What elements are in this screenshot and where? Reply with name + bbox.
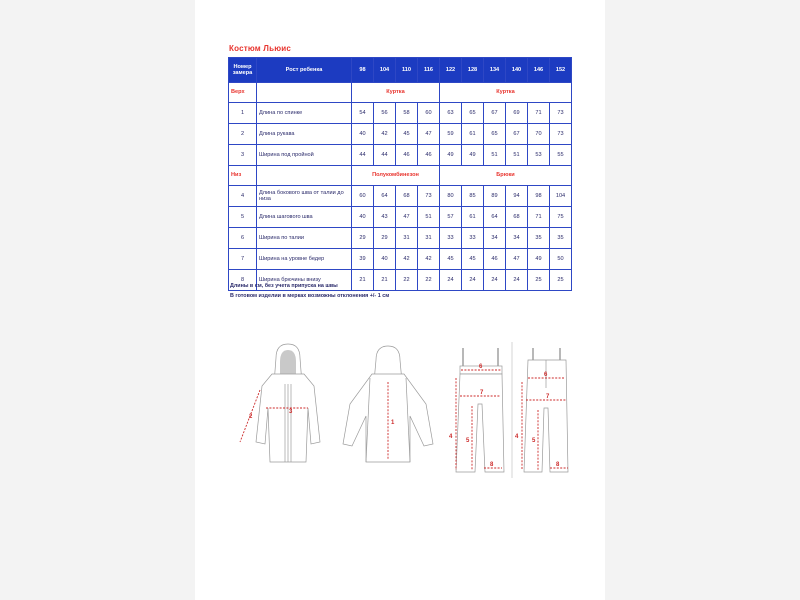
size-value: 34	[484, 228, 506, 249]
size-value: 25	[550, 270, 572, 291]
size-value: 42	[418, 249, 440, 270]
size-value: 34	[506, 228, 528, 249]
col-header-size: 98	[352, 58, 374, 83]
col-header-size: 122	[440, 58, 462, 83]
size-value: 54	[352, 103, 374, 124]
size-value: 94	[506, 186, 528, 207]
measure-name: Ширина брючины внизу	[257, 270, 352, 291]
size-value: 43	[374, 207, 396, 228]
size-value: 68	[506, 207, 528, 228]
size-value: 65	[484, 124, 506, 145]
measure-name: Ширина под пройной	[257, 145, 352, 166]
garment-label: Полукомбинезон	[352, 166, 440, 186]
measure-name: Длина бокового шва от талии до низа	[257, 186, 352, 207]
size-value: 47	[396, 207, 418, 228]
measure-label: 6	[479, 364, 483, 370]
size-value: 49	[462, 145, 484, 166]
size-value: 24	[506, 270, 528, 291]
size-value: 58	[396, 103, 418, 124]
table-row	[229, 249, 572, 270]
size-value: 53	[528, 145, 550, 166]
measure-name: Длина шагового шва	[257, 207, 352, 228]
garment-sketches	[228, 338, 573, 483]
section-header-row	[229, 83, 572, 103]
table-row	[229, 103, 572, 124]
size-value: 49	[440, 145, 462, 166]
size-value: 51	[418, 207, 440, 228]
size-value: 71	[528, 103, 550, 124]
size-value: 68	[396, 186, 418, 207]
size-value: 60	[418, 103, 440, 124]
col-header-size: 128	[462, 58, 484, 83]
garment-label: Куртка	[440, 83, 572, 103]
col-header-size: 146	[528, 58, 550, 83]
size-value: 104	[550, 186, 572, 207]
table-row	[229, 228, 572, 249]
size-value: 59	[440, 124, 462, 145]
measure-name: Длина по спинке	[257, 103, 352, 124]
size-value: 67	[484, 103, 506, 124]
size-value: 50	[550, 249, 572, 270]
size-value: 45	[440, 249, 462, 270]
size-value: 51	[484, 145, 506, 166]
size-value: 29	[374, 228, 396, 249]
table-row	[229, 124, 572, 145]
col-header-size: 110	[396, 58, 418, 83]
size-value: 31	[396, 228, 418, 249]
size-value: 33	[440, 228, 462, 249]
measure-number: 6	[229, 228, 257, 249]
measure-label: 8	[490, 462, 494, 468]
size-value: 89	[484, 186, 506, 207]
section-header-row	[229, 166, 572, 186]
table-header-row	[229, 58, 572, 83]
size-value: 47	[418, 124, 440, 145]
size-value: 35	[550, 228, 572, 249]
size-value: 40	[374, 249, 396, 270]
size-value: 22	[418, 270, 440, 291]
empty-cell	[257, 83, 352, 103]
measure-label: 1	[391, 420, 395, 426]
size-value: 75	[550, 207, 572, 228]
size-value: 55	[550, 145, 572, 166]
measure-label: 4	[515, 434, 519, 440]
size-value: 24	[440, 270, 462, 291]
size-value: 73	[550, 103, 572, 124]
size-value: 46	[396, 145, 418, 166]
size-value: 64	[374, 186, 396, 207]
measure-number: 4	[229, 186, 257, 207]
section-label: Низ	[229, 166, 257, 186]
size-value: 39	[352, 249, 374, 270]
table-row	[229, 145, 572, 166]
table-row	[229, 186, 572, 207]
measure-label: 3	[289, 409, 293, 415]
size-value: 47	[506, 249, 528, 270]
size-value: 60	[352, 186, 374, 207]
size-value: 44	[374, 145, 396, 166]
col-header-size: 152	[550, 58, 572, 83]
garment-label: Брюки	[440, 166, 572, 186]
size-value: 46	[418, 145, 440, 166]
size-value: 25	[528, 270, 550, 291]
col-header-size: 140	[506, 58, 528, 83]
size-value: 22	[396, 270, 418, 291]
measure-number: 2	[229, 124, 257, 145]
overalls-sketch	[524, 348, 568, 472]
size-value: 70	[528, 124, 550, 145]
size-value: 69	[506, 103, 528, 124]
size-value: 21	[374, 270, 396, 291]
table-row	[229, 207, 572, 228]
measure-label: 5	[466, 438, 470, 444]
measure-label: 8	[556, 462, 560, 468]
size-value: 21	[352, 270, 374, 291]
col-header-size: 104	[374, 58, 396, 83]
document-title: Костюм Льюис	[229, 44, 292, 53]
size-value: 44	[352, 145, 374, 166]
measure-name: Длина рукава	[257, 124, 352, 145]
size-value: 35	[528, 228, 550, 249]
measure-label: 5	[532, 438, 536, 444]
section-label: Верх	[229, 83, 257, 103]
size-value: 31	[418, 228, 440, 249]
measure-label: 7	[480, 390, 484, 396]
size-value: 24	[484, 270, 506, 291]
col-header-size: 134	[484, 58, 506, 83]
size-value: 29	[352, 228, 374, 249]
size-value: 42	[396, 249, 418, 270]
size-value: 98	[528, 186, 550, 207]
size-value: 45	[462, 249, 484, 270]
measure-number: 1	[229, 103, 257, 124]
measure-label: 4	[449, 434, 453, 440]
size-value: 73	[418, 186, 440, 207]
size-value: 49	[528, 249, 550, 270]
size-value: 51	[506, 145, 528, 166]
col-header-height: Рост ребенка	[257, 58, 352, 83]
size-value: 40	[352, 124, 374, 145]
measure-number: 5	[229, 207, 257, 228]
size-value: 64	[484, 207, 506, 228]
note-units: Длины в см, без учета припуска на швы	[230, 283, 338, 289]
col-header-number: Номер замера	[229, 58, 257, 83]
size-value: 65	[462, 103, 484, 124]
size-value: 85	[462, 186, 484, 207]
measure-label: 7	[546, 394, 550, 400]
size-value: 57	[440, 207, 462, 228]
col-header-size: 116	[418, 58, 440, 83]
size-value: 45	[396, 124, 418, 145]
size-value: 63	[440, 103, 462, 124]
note-tolerance: В готовом изделии в мерках возможны отклонения +/- 1 см	[230, 293, 390, 299]
size-value: 61	[462, 124, 484, 145]
size-value: 73	[550, 124, 572, 145]
size-value: 42	[374, 124, 396, 145]
measure-name: Ширина на уровне бедер	[257, 249, 352, 270]
measure-name: Ширина по талии	[257, 228, 352, 249]
size-value: 46	[484, 249, 506, 270]
jacket-front-sketch	[256, 344, 320, 462]
size-value: 61	[462, 207, 484, 228]
size-value: 80	[440, 186, 462, 207]
measure-label: 6	[544, 372, 548, 378]
measure-number: 8	[229, 270, 257, 291]
empty-cell	[257, 166, 352, 186]
size-value: 33	[462, 228, 484, 249]
measure-number: 7	[229, 249, 257, 270]
size-value: 56	[374, 103, 396, 124]
size-table	[228, 57, 572, 291]
size-value: 40	[352, 207, 374, 228]
size-value: 24	[462, 270, 484, 291]
garment-label: Куртка	[352, 83, 440, 103]
size-value: 67	[506, 124, 528, 145]
measure-label: 2	[249, 414, 253, 420]
size-value: 71	[528, 207, 550, 228]
measure-number: 3	[229, 145, 257, 166]
